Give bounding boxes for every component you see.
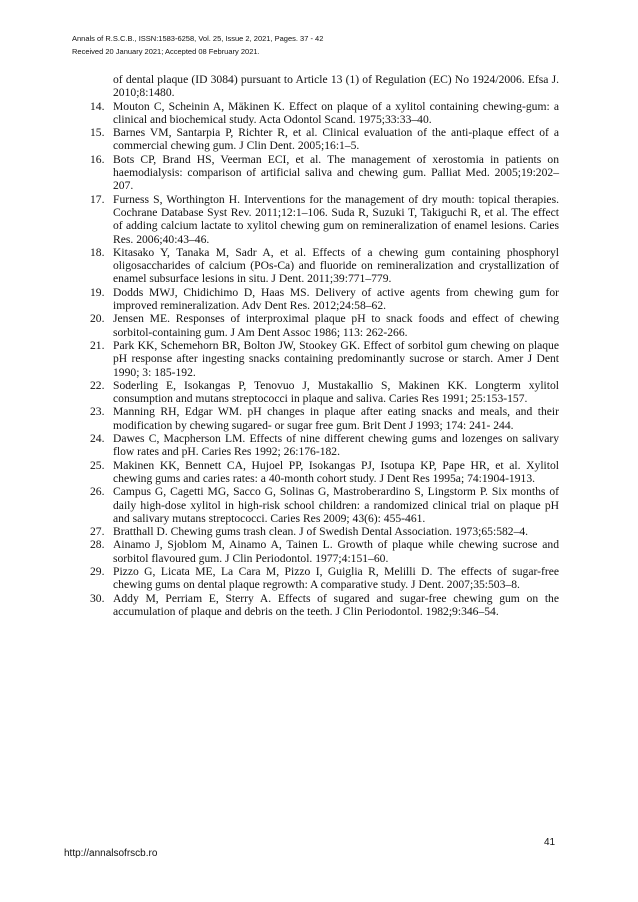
reference-text: Furness S, Worthington H. Interventions for the management of dry mouth: topical therapies. Cochrane Database Syst Rev. 2011;12:1–106. Suda R, Suzuki T, Takiguchi R, et al. The effect of adding calcium lactate to xylitol chewing gum on remineralization of enamel lesions. Caries Res. 2006;40:43–46. — [113, 192, 559, 246]
reference-number: 29. — [90, 564, 105, 578]
reference-item — [90, 592, 559, 619]
reference-number: 26. — [90, 485, 105, 499]
reference-item — [90, 565, 559, 592]
reference-number: 16. — [90, 152, 105, 166]
reference-item — [90, 379, 559, 406]
reference-text: Campus G, Cagetti MG, Sacco G, Solinas G, Mastroberardino S, Lingstorm P. Six months of daily high-dose xylitol in high-risk school children: a randomized clinical trial on plaque pH and salivary mutans streptococci. Caries Res 2009; 43(6): 455-461. — [113, 485, 559, 525]
reference-number: 15. — [90, 126, 105, 140]
reference-item — [90, 246, 559, 286]
reference-item — [90, 525, 559, 538]
footer-url[interactable]: http://annalsofrscb.ro — [64, 848, 158, 859]
reference-number: 24. — [90, 432, 105, 446]
reference-list — [90, 73, 559, 618]
reference-text: Dawes C, Macpherson LM. Effects of nine different chewing gums and lozenges on salivary flow rates and pH. Caries Res 1992; 26:176-182. — [113, 432, 559, 459]
reference-number: 25. — [90, 458, 105, 472]
reference-text: Manning RH, Edgar WM. pH changes in plaque after eating snacks and meals, and their modification by chewing sugared- or sugar free gum. Brit Dent J 1993; 174: 241- 244. — [113, 405, 559, 432]
reference-item — [90, 286, 559, 313]
reference-text: Soderling E, Isokangas P, Tenovuo J, Mustakallio S, Makinen KK. Longterm xylitol consumption and mutans streptococci in plaque and saliva. Caries Res 1991; 25:153-157. — [113, 378, 559, 406]
received-accepted-dates: Received 20 January 2021; Accepted 08 February 2021. — [72, 47, 260, 56]
reference-item — [90, 339, 559, 379]
reference-number: 17. — [90, 192, 105, 206]
reference-text: Makinen KK, Bennett CA, Hujoel PP, Isokangas PJ, Isotupa KP, Pape HR, et al. Xylitol chewing gums and caries rates: a 40-month cohort study. J Dent Res 1995a; 74:1904-1913. — [113, 458, 559, 485]
reference-text: Bratthall D. Chewing gums trash clean. J of Swedish Dental Association. 1973;65:582–4. — [113, 525, 529, 539]
reference-number: 14. — [90, 99, 105, 113]
reference-item — [90, 432, 559, 459]
reference-number: 21. — [90, 338, 105, 352]
reference-text: Dodds MWJ, Chidichimo D, Haas MS. Delivery of active agents from chewing gum for improved remineralization. Adv Dent Res. 2012;24:58–62. — [113, 285, 559, 313]
reference-item — [90, 193, 559, 246]
reference-text: Addy M, Perriam E, Sterry A. Effects of sugared and sugar-free chewing gum on the accumulation of plaque and debris on the teeth. J Clin Periodontol. 1982;9:346–54. — [113, 591, 559, 618]
reference-text: Kitasako Y, Tanaka M, Sadr A, et al. Effects of a chewing gum containing phosphoryl oligosaccharides of calcium (POs-Ca) and fluoride on remineralization and crystallization of enamel subsurface lesions in situ. J Dent. 2011;39:771–779. — [113, 245, 559, 286]
reference-text: Barnes VM, Santarpia P, Richter R, et al. Clinical evaluation of the anti-plaque effect of a commercial chewing gum. J Clin Dent. 2005;16:1–5. — [113, 126, 559, 153]
reference-text: Jensen ME. Responses of interproximal plaque pH to snack foods and effect of chewing sorbitol-containing gum. J Am Dent Assoc 1986; 113: 262-266. — [113, 312, 559, 339]
reference-item — [90, 153, 559, 193]
running-header — [72, 32, 572, 58]
reference-text: Bots CP, Brand HS, Veerman ECI, et al. The management of xerostomia in patients on haemodialysis: comparison of artificial saliva and chewing gum. Palliat Med. 2005;19:202–207. — [113, 152, 559, 193]
reference-number: 20. — [90, 312, 105, 326]
reference-number: 30. — [90, 591, 105, 605]
reference-item — [90, 126, 559, 153]
reference-text: Mouton C, Scheinin A, Mäkinen K. Effect on plaque of a xylitol containing chewing-gum: a clinical and biochemical study. Acta Odontol Scand. 1975;33:33–40. — [113, 99, 559, 126]
reference-number: 19. — [90, 285, 105, 299]
reference-item — [90, 485, 559, 525]
reference-text: Pizzo G, Licata ME, La Cara M, Pizzo I, Guiglia R, Melilli D. The effects of sugar-free chewing gums on dental plaque regrowth: A comparative study. J Dent. 2007;35:503–8. — [113, 564, 559, 592]
page-number: 41 — [544, 837, 556, 848]
journal-citation: Annals of R.S.C.B., ISSN:1583-6258, Vol. 25, Issue 2, 2021, Pages. 37 - 42 — [72, 34, 324, 43]
reference-number: 22. — [90, 378, 105, 392]
reference-number: 18. — [90, 245, 105, 259]
reference-text: Ainamo J, Sjoblom M, Ainamo A, Tainen L. Growth of plaque while chewing sucrose and sorbitol flavoured gum. J Clin Periodontol. 1977;4:151–60. — [113, 538, 559, 565]
reference-item — [90, 405, 559, 432]
reference-number: 28. — [90, 538, 105, 552]
reference-item — [90, 100, 559, 127]
reference-continuation: of dental plaque (ID 3084) pursuant to Article 13 (1) of Regulation (EC) No 1924/2006. Efsa J. 2010;8:1480. — [113, 73, 559, 100]
reference-item — [90, 459, 559, 486]
reference-text: Park KK, Schemehorn BR, Bolton JW, Stookey GK. Effect of sorbitol gum chewing on plaque pH response after ingesting snacks containing predominantly sucrose or starch. Amer J Dent 1990; 3: 185-192. — [113, 338, 559, 379]
reference-number: 27. — [90, 525, 105, 539]
reference-item — [90, 538, 559, 565]
reference-item — [90, 312, 559, 339]
reference-number: 23. — [90, 405, 105, 419]
